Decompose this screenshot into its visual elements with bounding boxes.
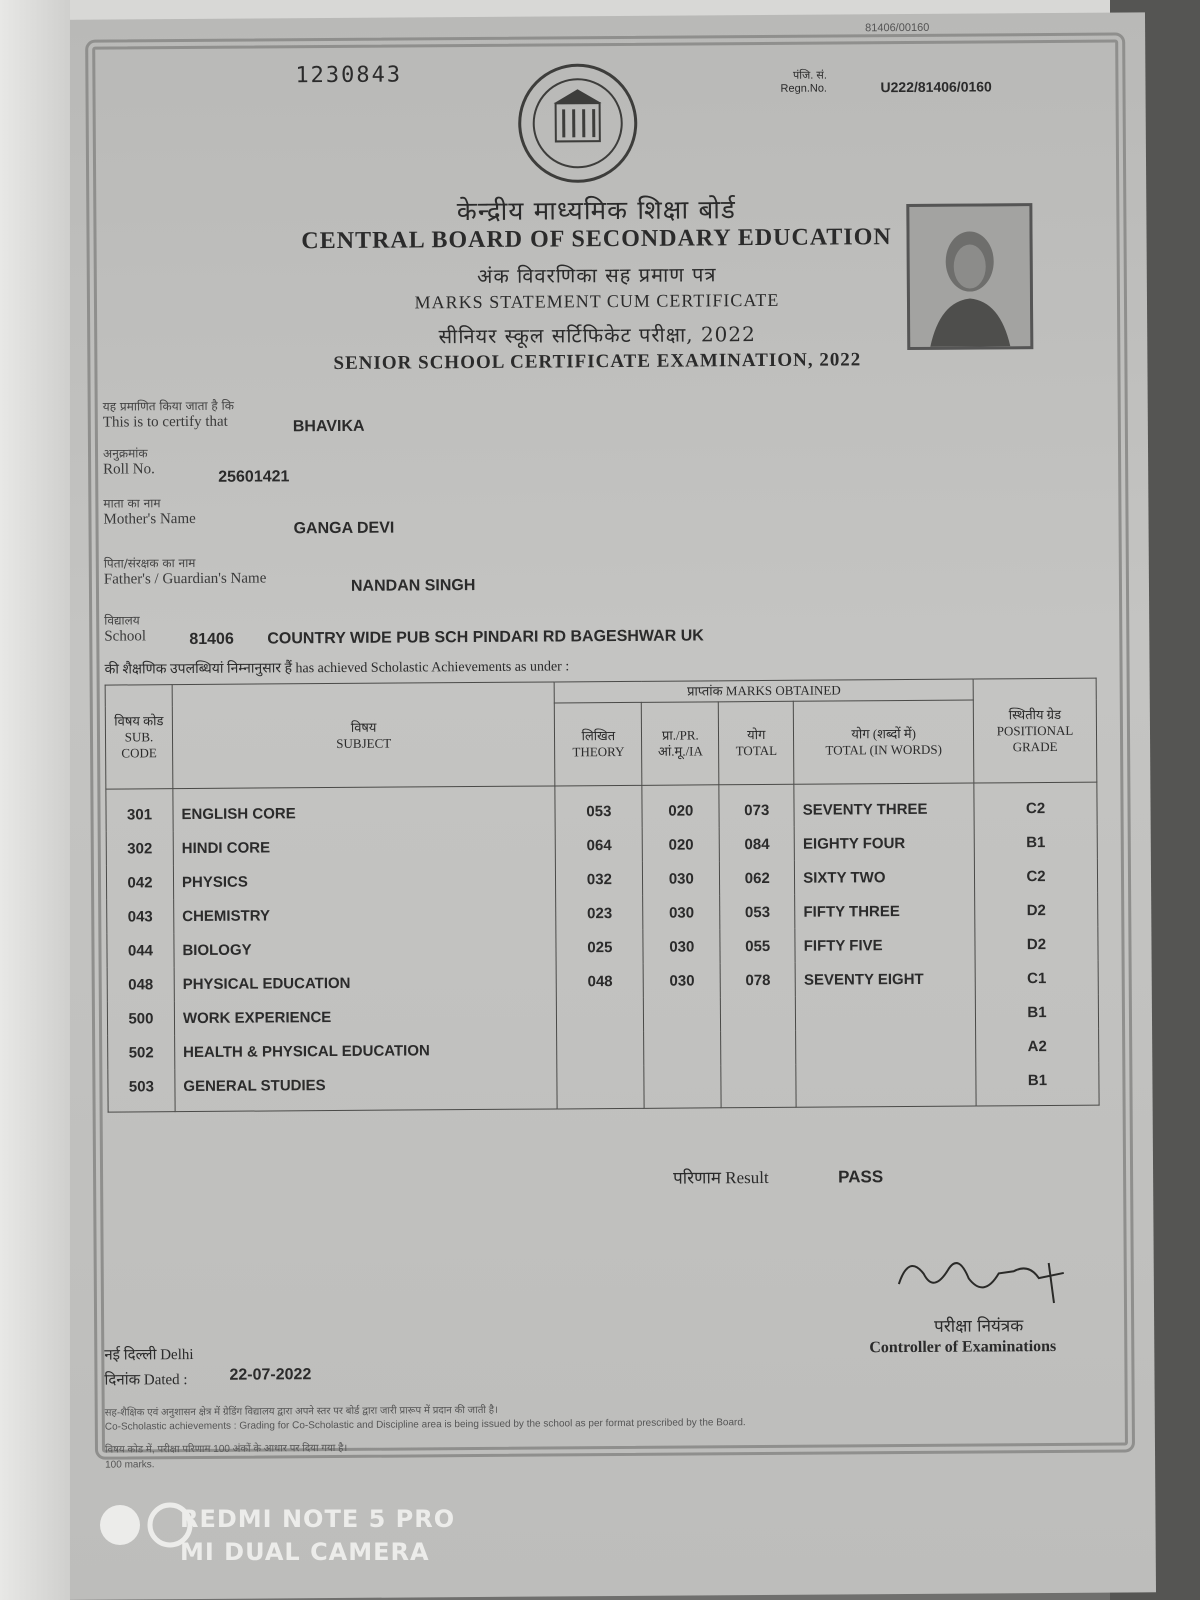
footnote-3: विषय कोड में, परीक्षा परिणाम 100 अंकों के आधार पर दिया गया है। — [104, 1442, 348, 1456]
footnote-4: 100 marks. — [105, 1459, 155, 1471]
roll-label: अनुक्रमांक Roll No. — [102, 446, 155, 478]
candidate-name: BHAVIKA — [292, 417, 365, 436]
controller-signature — [889, 1243, 1090, 1319]
top-reference: 81406/00160 — [865, 21, 930, 35]
controller-title-hindi: परीक्षा नियंत्रक — [934, 1316, 1024, 1337]
header-positional-grade: स्थितीय ग्रेड POSITIONAL GRADE — [973, 678, 1097, 783]
mother-name: GANGA DEVI — [293, 519, 395, 538]
footnote-1: सह-शैक्षिक एवं अनुशासन क्षेत्र में ग्रेडिंग विद्यालय द्वारा अपने स्तर पर बोर्ड द्वारा जारी प्रारूप में प्रदान की जाती है। — [104, 1404, 498, 1419]
table-row: 500 WORK EXPERIENCE B1 — [107, 995, 1098, 1036]
cbse-seal-icon — [515, 61, 641, 192]
table-row: 301 ENGLISH CORE 053 020 073 SEVENTY THREE C2 — [106, 782, 1097, 831]
document-title-hindi: अंक विवरणिका सह प्रमाण पत्र — [477, 262, 717, 288]
document-title: MARKS STATEMENT CUM CERTIFICATE — [414, 289, 780, 313]
header-subject: विषय SUBJECT — [172, 682, 555, 789]
header-sub-code: विषय कोड SUB. CODE — [105, 685, 173, 789]
table-row: 302 HINDI CORE 064 020 084 EIGHTY FOUR B1 — [106, 825, 1097, 866]
certify-label: यह प्रमाणित किया जाता है कि This is to certify that — [102, 398, 234, 431]
table-row: 502 HEALTH & PHYSICAL EDUCATION A2 — [108, 1029, 1099, 1070]
camera-watermark-line2: MI DUAL CAMERA — [180, 1538, 430, 1566]
regn-number: U222/81406/0160 — [880, 78, 992, 96]
place: नई दिल्ली Delhi — [104, 1346, 194, 1364]
result-label: परिणाम Result — [673, 1167, 769, 1188]
camera-watermark-line1: REDMI NOTE 5 PRO — [180, 1505, 456, 1533]
footnote-2: Co-Scholastic achievements : Grading for Co-Scholastic and Discipline area is being issued by the school as per format prescribed by the Board. — [104, 1417, 746, 1433]
achievement-statement: की शैक्षणिक उपलब्धियां निम्नानुसार हैं has achieved Scholastic Achievements as under : — [104, 659, 570, 678]
table-row: 044 BIOLOGY 025 030 055 FIFTY FIVE D2 — [107, 927, 1098, 968]
table-row: 048 PHYSICAL EDUCATION 048 030 078 SEVENTY EIGHT C1 — [107, 961, 1098, 1002]
roll-number: 25601421 — [218, 468, 290, 486]
father-name: NANDAN SINGH — [350, 577, 476, 595]
header-theory: लिखित THEORY — [555, 702, 643, 786]
father-label: पिता/संरक्षक का नाम Father's / Guardian's Name — [103, 555, 267, 588]
header-total: योग TOTAL — [719, 701, 795, 785]
school-label: विद्यालय School — [104, 613, 147, 645]
serial-number: 1230843 — [295, 62, 403, 89]
table-row: 043 CHEMISTRY 023 030 053 FIFTY THREE D2 — [107, 893, 1098, 934]
table-row: 503 GENERAL STUDIES B1 — [108, 1063, 1099, 1112]
board-name-hindi: केन्द्रीय माध्यमिक शिक्षा बोर्ड — [456, 195, 736, 228]
exam-title-hindi: सीनियर स्कूल सर्टिफिकेट परीक्षा, 2022 — [438, 322, 756, 349]
adjacent-page — [0, 0, 70, 1600]
header-marks-obtained: प्राप्तांक MARKS OBTAINED — [555, 679, 974, 703]
exam-title: SENIOR SCHOOL CERTIFICATE EXAMINATION, 2022 — [333, 349, 862, 374]
marks-table — [105, 678, 1100, 1113]
mother-label: माता का नाम Mother's Name — [103, 496, 196, 528]
controller-title: Controller of Examinations — [869, 1337, 1057, 1357]
table-row: 042 PHYSICS 032 030 062 SIXTY TWO C2 — [106, 859, 1097, 900]
school-name: COUNTRY WIDE PUB SCH PINDARI RD BAGESHWAR UK — [267, 627, 704, 648]
header-practical: प्रा./PR. आं.मू./IA — [642, 702, 720, 786]
regn-label: पंजि. सं. Regn.No. — [780, 69, 828, 95]
result-value: PASS — [838, 1167, 884, 1187]
header-total-in-words: योग (शब्दों में) TOTAL (IN WORDS) — [793, 700, 973, 784]
issue-date: 22-07-2022 — [229, 1366, 312, 1384]
board-name: CENTRAL BOARD OF SECONDARY EDUCATION — [301, 224, 892, 255]
dated-label: दिनांक Dated : — [104, 1372, 188, 1389]
school-code: 81406 — [189, 630, 234, 649]
marks-certificate — [45, 12, 1156, 1600]
